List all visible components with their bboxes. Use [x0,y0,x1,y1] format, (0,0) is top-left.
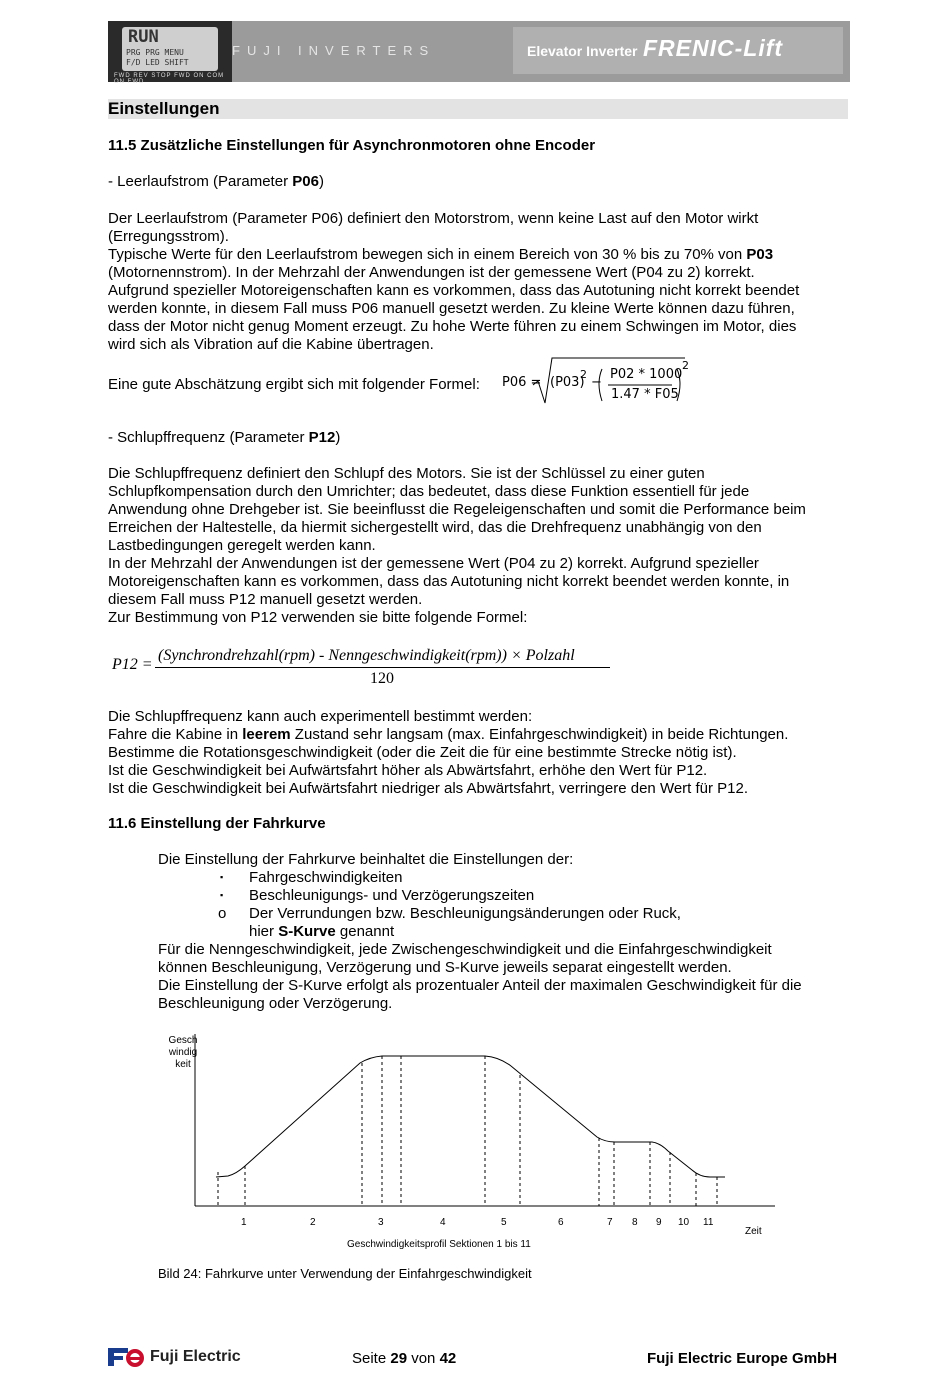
chart-ylabel [163,1035,203,1071]
formula-p06-minus: − [591,375,602,390]
section-label: 5 [501,1217,507,1228]
para1-line: dass der Motor nicht genug Moment erzeugt. Zu hohe Werte führen zu einem Schwingen im Motor, dies [108,318,797,335]
formula-p12-lhs: P12 = [112,656,153,673]
section-label: 9 [656,1217,662,1228]
figure-caption: Bild 24: Fahrkurve unter Verwendung der Einfahrgeschwindigkeit [158,1266,532,1281]
para2-line: Lastbedingungen geregelt werden kann. [108,537,376,554]
para3-line: Ist die Geschwindigkeit bei Aufwärtsfahrt niedriger als Abwärtsfahrt, verringere den Wert für P12. [108,780,749,797]
p12-title-post: ) [335,429,341,446]
product-box [513,27,843,74]
bullet-square: ▪ [220,890,224,900]
fahrkurve-para: Die Einstellung der S-Kurve erfolgt als prozentualer Anteil der maximalen Geschwindigkeit für die [158,977,802,994]
section-label: 3 [378,1217,384,1228]
lcd-line-1: RUN [128,27,159,47]
para3-line [108,726,788,744]
para1-line: (Erregungsstrom). [108,228,229,245]
p06-title-pre: - Leerlaufstrom (Parameter [108,173,293,190]
formula-p06-exp: 2 [580,368,587,381]
para2-line: Erreichen der Haltestelle, da hiermit sichergestellt wird, das die Drehfrequenz unabhängig von den [108,519,762,536]
chart-ylabel-line: Gesch [168,1035,198,1046]
fahrkurve-intro: Die Einstellung der Fahrkurve beinhaltet die Einstellungen der: [158,851,574,868]
keypad-image [108,21,232,85]
bullet-item: Fahrgeschwindigkeiten [249,869,403,886]
footer-logo-text: Fuji Electric [150,1348,241,1365]
section-label: 1 [241,1217,247,1228]
page-number-mid: von [407,1350,440,1367]
formula-p12-bar [155,667,610,668]
fahrkurve-para: Beschleunigung oder Verzögerung. [158,995,393,1012]
para1-line3-bold: P03 [746,246,774,263]
para2-line: Motoreigenschaften kann es vorkommen, dass das Autotuning nicht korrekt beendet werden konnte, in [108,573,790,590]
para1-line: Aufgrund spezieller Motoreigenschaften kann es vorkommen, dass das Autotuning nicht korrekt beendet [108,282,800,299]
para1-line3-pre: Typische Werte für den Leerlaufstrom bewegen sich in einem Bereich von 30 % bis zu 70% von [108,246,747,263]
product-name: FRENIC-Lift [643,35,784,61]
lcd-line-3: F/D LED SHIFT [126,58,189,67]
formula-p06-den: 1.47 * F05 [611,387,679,402]
formula-p06-num: P02 * 1000 [610,367,683,382]
section-label: 2 [310,1217,316,1228]
bullet-square: ▪ [220,872,224,882]
bullet-item-cont [249,923,394,941]
section-label: 4 [440,1217,446,1228]
page-number-pre: Seite [352,1350,391,1367]
section-label: 8 [632,1217,638,1228]
section-label: 11 [703,1217,714,1228]
section-label: 6 [558,1217,564,1228]
fahrkurve-para: können Beschleunigung, Verzögerung und S-Kurve jeweils separat eingestellt werden. [158,959,732,976]
para1-line: (Motornennstrom). In der Mehrzahl der Anwendungen ist der gemessene Wert (P04 zu 2) korrekt. [108,264,755,281]
para3-line2-pre: Fahre die Kabine in [108,726,243,743]
formula-p06 [500,355,700,410]
keypad-keys: FWD REV STOP FWD ON COM ON FWD [114,73,225,85]
section-title: Einstellungen [108,99,220,118]
para2-line: Schlupfkompensation durch den Umrichter; das bedeutet, dass diese Funktion essentiell für jede [108,483,750,500]
p12-title-pre: - Schlupffrequenz (Parameter [108,429,309,446]
bullet-item-cont-pre: hier [249,923,279,940]
para3-line: Bestimme die Rotationsgeschwindigkeit (oder die Zeit die für eine bestimmte Strecke nötig ist). [108,744,737,761]
lcd-display [122,27,218,71]
formula1-intro: Eine gute Abschätzung ergibt sich mit folgender Formel: [108,376,480,393]
p06-title [108,173,324,191]
para3-line2-post: Zustand sehr langsam (max. Einfahrgeschwindigkeit) in beide Richtungen. [290,726,789,743]
formula-p06-lhs: P06 = [502,375,542,390]
para3-line: Die Schlupffrequenz kann auch experimentell bestimmt werden: [108,708,533,725]
p06-title-bold: P06 [292,173,319,190]
p12-title-bold: P12 [308,429,336,446]
section-label: 10 [678,1217,690,1228]
bullet-item: Beschleunigungs- und Verzögerungszeiten [249,887,535,904]
heading-11-6: 11.6 Einstellung der Fahrkurve [108,815,326,832]
page-number [352,1350,456,1367]
chart-ylabel-line: keit [175,1059,191,1070]
para2-line: In der Mehrzahl der Anwendungen ist der gemessene Wert (P04 zu 2) korrekt. Aufgrund spezieller [108,555,759,572]
bullet-item-cont-bold: S-Kurve [278,923,336,940]
product-label: Elevator Inverter [527,43,638,59]
para1-line: wird sich als Vibration auf die Kabine übertragen. [108,336,434,353]
page-number-current: 29 [390,1350,408,1367]
para1-line: werden konnte, in diesem Fall muss P06 manuell gesetzt werden. Zu kleine Werte können dazu führen, [108,300,795,317]
chart-subtitle: Geschwindigkeitsprofil Sektionen 1 bis 11 [347,1239,531,1250]
formula-p12-num: (Synchrondrehzahl(rpm) - Nenngeschwindigkeit(rpm)) × Polzahl [158,647,575,664]
chart-xlabel: Zeit [745,1226,762,1237]
para1-line: Der Leerlaufstrom (Parameter P06) definiert den Motorstrom, wenn keine Last auf den Motor wirkt [108,210,759,227]
lcd-line-2: PRG PRG MENU [126,48,184,57]
p12-title [108,429,340,447]
formula-p06-exp2: 2 [682,359,689,372]
header-banner [108,21,850,85]
speed-curve [216,1056,725,1177]
formula-p06-p03: (P03) [550,375,585,390]
footer-company: Fuji Electric Europe GmbH [647,1350,838,1367]
bullet-item-cont-post: genannt [335,923,395,940]
brand-strip: FUJI INVERTERS [232,43,436,58]
heading-11-5: 11.5 Zusätzliche Einstellungen für Asynchronmotoren ohne Encoder [108,137,596,154]
para1-line [108,246,773,264]
page-number-total: 42 [439,1350,457,1367]
para3-line: Ist die Geschwindigkeit bei Aufwärtsfahrt höher als Abwärtsfahrt, erhöhe den Wert für P12. [108,762,708,779]
fuji-logo-icon [108,1346,148,1368]
section-markers [218,1056,717,1206]
para3-line2-bold: leerem [242,726,291,743]
formula-p12-den: 120 [370,670,394,687]
fahrkurve-para: Für die Nenngeschwindigkeit, jede Zwischengeschwindigkeit und die Einfahrgeschwindigkeit [158,941,772,958]
para2-line: Die Schlupffrequenz definiert den Schlupf des Motors. Sie ist der Schlüssel zu einer guten [108,465,705,482]
bullet-item: Der Verrundungen bzw. Beschleunigungsänderungen oder Ruck, [249,905,681,922]
section-label: 7 [607,1217,613,1228]
chart-ylabel-line: windig [168,1047,198,1058]
para2-line: Anwendung ohne Drehgeber ist. Sie beeinflusst die Regeleigenschaften und somit die Performance beim [108,501,806,518]
bullet-circle: o [218,905,227,922]
p06-title-post: ) [318,173,324,190]
para2-line: Zur Bestimmung von P12 verwenden sie bitte folgende Formel: [108,609,528,626]
para2-line: diesem Fall muss P12 manuell gesetzt werden. [108,591,423,608]
